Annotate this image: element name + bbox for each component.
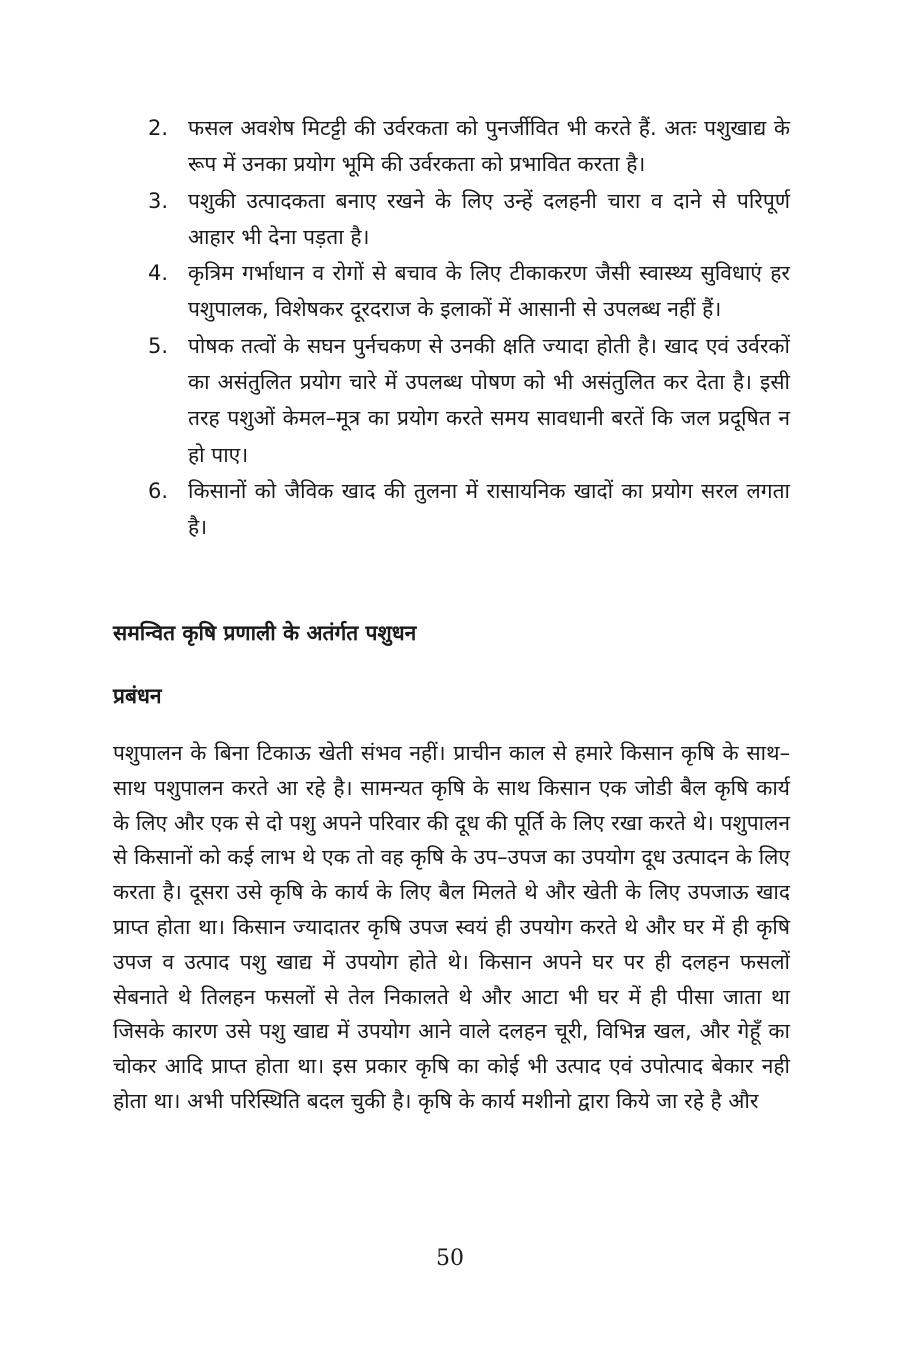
- list-item-text: पशुकी उत्पादकता बनाए रखने के लिए उन्हें दलहनी चारा व दाने से परिपूर्ण आहार भी देना पड़ता है।: [188, 188, 790, 249]
- list-item: [148, 183, 790, 256]
- list-item-text: किसानों को जैविक खाद की तुलना में रासायनिक खादों का प्रयोग सरल लगता है।: [188, 478, 790, 540]
- sub-heading: प्रबंधन: [113, 684, 162, 708]
- list-item-number: 6.: [148, 478, 169, 503]
- list-item-text: पोषक तत्वों के सघन पुर्नचकण से उनकी क्षति ज्यादा होती है। खाद एवं उर्वरकों का असंतुलित प्रयोग चारे में उपलब्ध पोषण को भी असंतुलित कर देता है। इसी तरह पशुओं केमल–मूत्र का प्रयोग करते समय सावधानी बरतें कि जल प्रदूषित न हो पाए।: [188, 333, 790, 467]
- list-item: [148, 110, 790, 183]
- body-paragraph: पशुपालन के बिना टिकाऊ खेती संभव नहीं। प्राचीन काल से हमारे किसान कृषि के साथ–साथ पशुपालन करते आ रहे है। सामन्यत कृषि के साथ किसान एक जोडी बैल कृषि कार्य के लिए और एक से दो पशु अपने परिवार की दूध की पूर्ति के लिए रखा करते थे। पशुपालन से किसानों को कई लाभ थे एक तो वह कृषि के उप–उपज का उपयोग दूध उत्पादन के लिए करता है। दूसरा उसे कृषि के कार्य के लिए बैल मिलते थे और खेती के लिए उपजाऊ खाद प्राप्त होता था। किसान ज्यादातर कृषि उपज स्वयं ही उपयोग करते थे और घर में ही कृषि उपज व उत्पाद पशु खाद्य में उपयोग होते थे। किसान अपने घर पर ही दलहन फसलों सेबनाते थे तिलहन फसलों से तेल निकालते थे और आटा भी घर में ही पीसा जाता था जिसके कारण उसे पशु खाद्य में उपयोग आने वाले दलहन चूरी, विभिन्न खल, और गेहूँ का चोकर आदि प्राप्त होता था। इस प्रकार कृषि का कोई भी उत्पाद एवं उपोत्पाद बेकार नही होता था। अभी परिस्थिति बदल चुकी है। कृषि के कार्य मशीनो द्वारा किये जा रहे है और: [113, 741, 790, 1113]
- list-item-number: 4.: [148, 261, 169, 286]
- list-item-number: 3.: [148, 188, 169, 213]
- list-item: [148, 255, 790, 328]
- list-item-text: फसल अवशेष मिटट्टी की उर्वरकता को पुनर्जीवित भी करते हैं. अतः पशुखाद्य के रूप में उनका प्रयोग भूमि की उर्वरकता को प्रभावित करता है।: [188, 116, 790, 177]
- list-item-text: कृत्रिम गर्भाधान व रोगों से बचाव के लिए टीकाकरण जैसी स्वास्थ्य सुविधाएं हर पशुपालक, विशेषकर दूरदराज के इलाकों में आसानी से उपलब्ध नहीं हैं।: [188, 261, 790, 322]
- list-item-number: 2.: [148, 116, 169, 140]
- page-number: 50: [436, 1246, 464, 1271]
- numbered-list: [148, 110, 790, 546]
- list-item-number: 5.: [148, 333, 169, 358]
- list-item: [148, 328, 790, 473]
- list-item: [148, 473, 790, 546]
- section-heading: समन्वित कृषि प्रणाली के अतंर्गत पशुधन: [113, 621, 417, 645]
